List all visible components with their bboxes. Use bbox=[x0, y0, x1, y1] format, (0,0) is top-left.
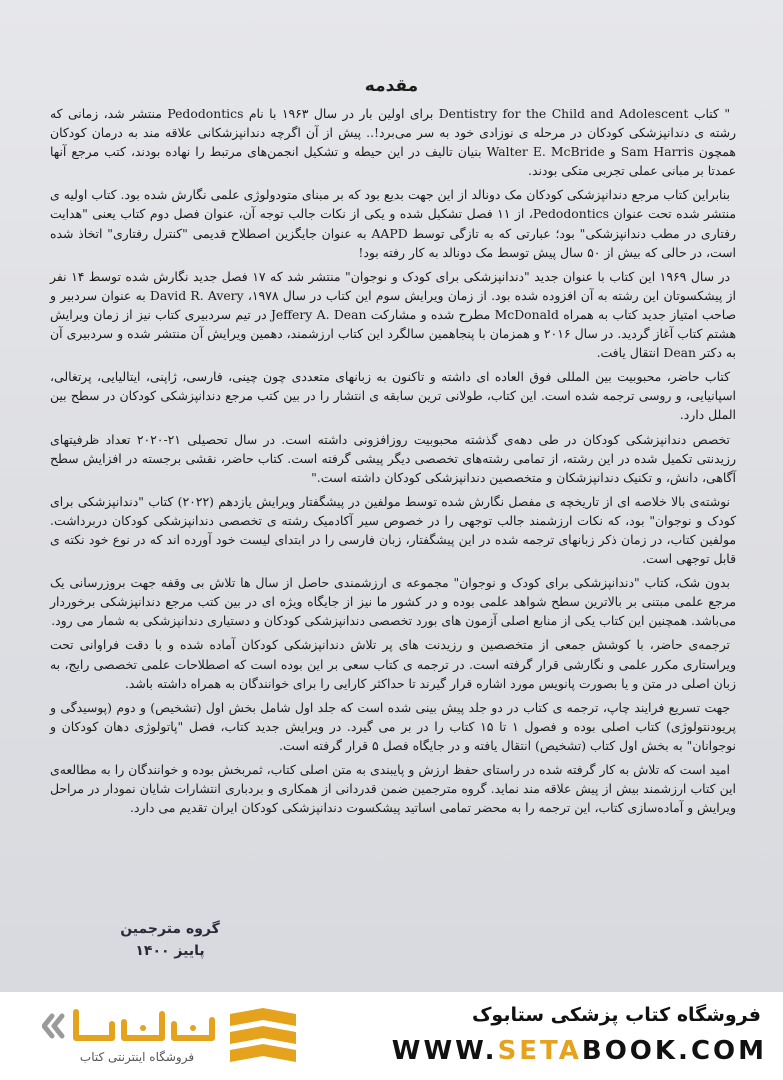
chevron-logo-icon bbox=[228, 1006, 298, 1068]
signature-block bbox=[110, 918, 230, 962]
setabook-logo-icon bbox=[42, 1002, 222, 1050]
paragraph-10: امید است که تلاش به کار گرفته شده در راستای حفظ ارزش و پایبندی به متن اصلی کتاب، ثمربخش بوده و خوانندگان را به مطالعه‌ی این کتاب ارزشمند بیش از پیش علاقه مند نماید. گروه مترجمین ضمن قدردانی از همکاری و بردباری انتشارات شایان نمودار در مراحل ویرایش و آماده‌سازی کتاب، این ترجمه را به محضر تمامی اساتید پیشکسوت دندانپزشکی کودکان ایران تقدیم می دارد. bbox=[50, 762, 736, 816]
url-suffix: BOOK.COM bbox=[581, 1036, 767, 1066]
signature-group: گروه مترجمین bbox=[120, 921, 220, 937]
paragraph-2: بنابراین کتاب مرجع دندانپزشکی کودکان مک دونالد از این جهت بدیع بود که بر مبنای متودولوژی علمی نگارش شده بود. کتاب اولیه ی منتشر شده تحت عنوان Pedodontics، از ۱۱ فصل تشکیل شده و یکی از نکات جالب توجه آن، عنوان فصل دوم کتاب یعنی "هدایت رفتاری در مطب دندانپزشکی" بود؛ عبارتی که به تازگی توسط AAPD به عنوان جایگزین اصطلاح قدیمی "کنترل رفتاری" اتخاذ شده است، در حالی که بیش از ۵۰ سال پیش توسط مک دونالد به کار رفته بود! bbox=[50, 187, 736, 260]
signature-date: پاییز ۱۴۰۰ bbox=[135, 943, 205, 959]
store-url[interactable] bbox=[392, 1036, 767, 1066]
paragraph-6: نوشته‌ی بالا خلاصه ای از تاریخچه ی مفصل نگارش شده توسط مولفین در پیشگفتار ویرایش یازدهم (۲۰۲۲) کتاب "دندانپزشکی برای کودک و نوجوان" بود، که نکات ارزشمند جالب توجهی را در خصوص سیر آکادمیک رشته ی تخصصی دندانپزشکی کودکان دربرداشت. مولفین کتاب، در زمان ذکر زبانهای ترجمه شده در این پیشگفتار، زبان فارسی را در ابتدای لیست خود آورده اند که در نوع خود نکته ی قابل توجهی است. bbox=[50, 493, 736, 567]
store-banner bbox=[0, 992, 783, 1080]
preface-body bbox=[50, 104, 736, 822]
store-name: فروشگاه کتاب پزشکی ستابوک bbox=[471, 1004, 761, 1026]
paragraph-8: ترجمه‌ی حاضر، با کوشش جمعی از متخصصین و رزیدنت های پر تلاش دندانپزشکی کودکان آماده شده و با دقت فراوانی تحت ویراستاری مکرر علمی و نگارشی قرار گرفته است. در ترجمه ی کتاب سعی بر این بوده است که اصطلاحات علمی تخصصی رایج، به زبان اصلی در متن و یا بصورت پانویس مورد اشاره قرار گیرند تا حداکثر کارایی را برای خوانندگان به همراه داشته باشد. bbox=[50, 637, 736, 691]
paragraph-5: تخصص دندانپزشکی کودکان در طی دهه‌ی گذشته محبوبیت روزافزونی داشته است. در سال تحصیلی ۲۱-۲۰۲۰ تعداد ظرفیتهای رزیدنتی تکمیل شده در این رشته، از تمامی رشته‌های تخصصی دیگر پیشی گرفته است. کتاب حاضر، نقشی برجسته در افزایش سطح آگاهی، دانش، و تکنیک دندانپزشکان و متخصصین دندانپزشکی کودکان داشته است." bbox=[50, 431, 736, 485]
url-accent: SETA bbox=[497, 1036, 582, 1066]
url-prefix: WWW. bbox=[391, 1036, 498, 1066]
paragraph-4: کتاب حاضر، محبوبیت بین المللی فوق العاده ای داشته و تاکنون به زبانهای متعددی چون چینی، فارسی، ژاپنی، ایتالیایی، پرتغالی، اسپانیایی، و روسی ترجمه شده است. این کتاب، طولانی ترین سابقه ی انتشار را در بین کتب مرجع دندانپزشکی کودکان در سطح بین الملل دارد. bbox=[50, 369, 736, 423]
paragraph-9: جهت تسریع فرایند چاپ، ترجمه ی کتاب در دو جلد پیش بینی شده است که جلد اول شامل بخش اول (تشخیص) و دوم (پوسیدگی و پریودنتولوژی) کتاب اصلی بوده و فصول ۱ تا ۱۵ کتاب را در بر می گیرد. در ویرایش جدید کتاب، فصل "پاتولوژی دهان کودکان و نوجوانان" به بخش اول کتاب (تشخیص) انتقال یافته و در جایگاه فصل ۵ قرار گرفته است. bbox=[50, 699, 737, 753]
paragraph-3: در سال ۱۹۶۹ این کتاب با عنوان جدید "دندانپزشکی برای کودک و نوجوان" منتشر شد که ۱۷ فصل جدید نگارش شده توسط ۱۴ نفر از پیشکسوتان این رشته به آن افزوده شده بود. از زمان ویرایش سوم این کتاب در سال ۱۹۷۸، David R. Avery به عنوان سردبیر و صاحب امتیاز جدید کتاب به همراه McDonald مطرح شده و مشارکت Jeffery A. Dean در تیم سردبیری کتاب نیز از زمان ویرایش هشتم کتاب آغاز گردید. در سال ۲۰۱۶ و همزمان با پنجاهمین سالگرد این کتاب ارزشمند، دهمین ویرایش آن منتشر شده و سردبیری آن به دکتر Dean انتقال یافت. bbox=[50, 268, 737, 361]
paragraph-7: بدون شک، کتاب "دندانپزشکی برای کودک و نوجوان" مجموعه ی ارزشمندی حاصل از سال ها تلاش بی وقفه جهت بروزرسانی یک مرجع علمی مبتنی بر بالاترین سطح شواهد علمی بوده و در کشور ما نیز از جایگاه ویژه ای در بین کتب مرجع دندانپزشکی برخوردار می‌باشد. همچنین این کتاب یکی از منابع اصلی آزمون های بورد تخصصی دندانپزشکی کودکان و دستیاری دندانپزشکی به شمار می رود. bbox=[50, 575, 736, 629]
logo-tagline: فروشگاه اینترنتی کتاب bbox=[79, 1050, 195, 1064]
paragraph-1: " کتاب Dentistry for the Child and Adolescent برای اولین بار در سال ۱۹۶۳ با نام Pedodontics منتشر شد، زمانی که رشته ی دندانپزشکی کودکان در مرحله ی نوزادی خود به سر می‌برد!.. پیش از آن اگرچه دندانپزشکانی علاقه مند به درمان کودکان همچون Sam Harris و Walter E. McBride بنیان تالیف در این حیطه و تشکیل انجمن‌های مرتبط را نهاده بودند، کتب مرجع آنها عمدتا بر مبانی عملی تجربی متکی بودند. bbox=[50, 106, 736, 179]
page-title: مقدمه bbox=[364, 76, 419, 96]
